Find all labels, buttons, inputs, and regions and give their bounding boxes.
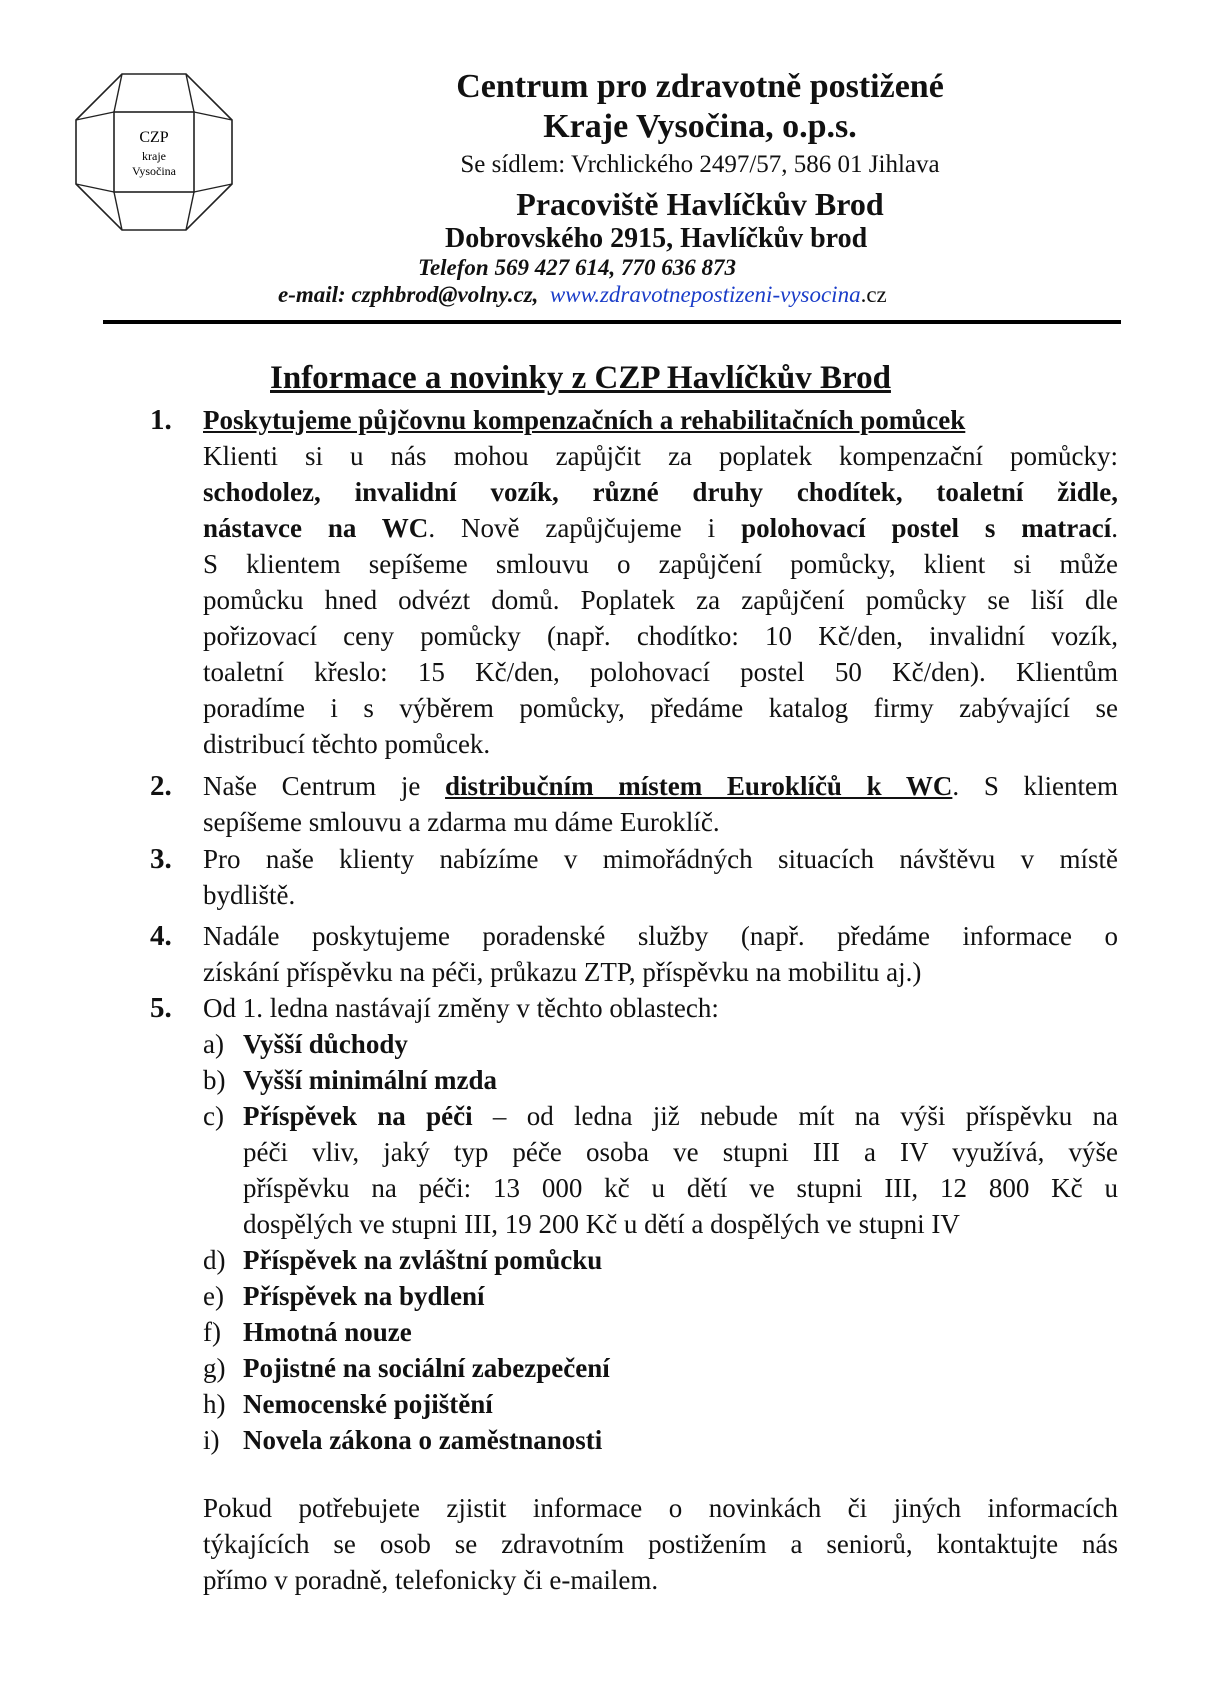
item-1-line: toaletní křeslo: 15 Kč/den, polohovací postel 50 Kč/den). Klientům	[203, 657, 1118, 687]
email-link[interactable]: e-mail: czphbrod@volny.cz,	[278, 282, 539, 307]
sub-item: Příspěvek na bydlení	[243, 1281, 485, 1311]
page-title: Informace a novinky z CZP Havlíčkův Brod	[270, 360, 891, 396]
org-seat: Se sídlem: Vrchlického 2497/57, 586 01 Jihlava	[460, 151, 940, 178]
item-4	[203, 918, 1118, 990]
sub-letter: g)	[203, 1353, 226, 1383]
item-2-line: sepíšeme smlouvu a zdarma mu dáme Euroklíč.	[203, 807, 720, 837]
item-number: 3.	[150, 843, 172, 875]
sub-letter: i)	[203, 1425, 220, 1455]
item-1-line: Klienti si u nás mohou zapůjčit za poplatek kompenzační pomůcky:	[203, 441, 1118, 471]
item-1-line: pořizovací ceny pomůcky (např. chodítko: 10 Kč/den, invalidní vozík,	[203, 621, 1118, 651]
sub-letter: c)	[203, 1101, 224, 1131]
item-3	[203, 841, 1118, 913]
sub-item: Vyšší důchody	[243, 1029, 408, 1059]
sub-letter: h)	[203, 1389, 226, 1419]
item-5-line: Od 1. ledna nastávají změny v těchto oblastech:	[203, 993, 719, 1023]
item-4-line: Nadále poskytujeme poradenské služby (např. předáme informace o	[203, 921, 1118, 951]
logo-line2: kraje	[142, 149, 166, 163]
sub-letter: d)	[203, 1245, 226, 1275]
closing-paragraph	[203, 1490, 1118, 1598]
sub-letter: f)	[203, 1317, 221, 1347]
closing-line: Pokud potřebujete zjistit informace o novinkách či jiných informacích	[203, 1493, 1118, 1523]
sub-item: Nemocenské pojištění	[243, 1389, 493, 1419]
item-1-line: nástavce na WC. Nově zapůjčujeme i polohovací postel s matrací.	[203, 513, 1118, 543]
office-name: Pracoviště Havlíčkův Brod	[516, 186, 884, 222]
item-number: 5.	[150, 992, 172, 1024]
sub-item: Pojistné na sociální zabezpečení	[243, 1353, 610, 1383]
sub-item: Vyšší minimální mzda	[243, 1065, 498, 1095]
item-1-line: S klientem sepíšeme smlouvu o zapůjčení pomůcky, klient si může	[203, 549, 1118, 579]
closing-line: přímo v poradně, telefonicky či e-mailem.	[203, 1565, 659, 1595]
sub-letter: b)	[203, 1065, 226, 1095]
eurokey-highlight: distribučním místem Euroklíčů k WC	[445, 771, 953, 801]
item-1-line: distribucí těchto pomůcek.	[203, 729, 491, 759]
org-name-line1: Centrum pro zdravotně postižené	[456, 68, 944, 105]
item-number: 2.	[150, 770, 172, 802]
item-5	[203, 990, 1118, 1026]
web-tld: .cz	[860, 282, 887, 307]
sub-item: Novela zákona o zaměstnanosti	[243, 1425, 603, 1455]
sub-letter: a)	[203, 1029, 224, 1059]
header-divider	[103, 320, 1121, 324]
contact-line	[278, 281, 887, 309]
item-2-line: Naše Centrum je distribučním místem Euroklíčů k WC. S klientem	[203, 771, 1119, 801]
item-3-line: bydliště.	[203, 880, 296, 910]
item-3-line: Pro naše klienty nabízíme v mimořádných situacích návštěvu v místě	[203, 844, 1118, 874]
item-1-line: pomůcku hned odvézt domů. Poplatek za zapůjčení pomůcky se liší dle	[203, 585, 1118, 615]
item-2	[203, 768, 1118, 840]
item-1-heading: Poskytujeme půjčovnu kompenzačních a rehabilitačních pomůcek	[203, 405, 966, 435]
sub-item: Příspěvek na zvláštní pomůcku	[243, 1245, 603, 1275]
item-4-line: získání příspěvku na péči, průkazu ZTP, příspěvku na mobilitu aj.)	[203, 957, 922, 987]
closing-line: týkajících se osob se zdravotním postižením a seniorů, kontaktujte nás	[203, 1529, 1118, 1559]
item-1	[203, 402, 1118, 762]
item-1-line: schodolez, invalidní vozík, různé druhy chodítek, toaletní židle,	[203, 477, 1118, 507]
logo-octagon-icon	[74, 72, 234, 232]
sub-letter: e)	[203, 1281, 224, 1311]
office-address: Dobrovského 2915, Havlíčkův brod	[445, 223, 868, 254]
sub-item: Příspěvek na péči – od ledna již nebude mít na výši příspěvku na péči vliv, jaký typ péče osoba ve stupni III a IV využívá, výše příspěvku na péči: 13 000 kč u dětí ve stupni III, 12 800 Kč u dospělých ve stupni III, 19 200 Kč u dětí a dospělých ve stupni IV	[243, 1101, 1118, 1239]
item-number: 4.	[150, 920, 172, 952]
logo-line1: CZP	[139, 129, 169, 146]
office-phone: Telefon 569 427 614, 770 636 873	[418, 255, 736, 280]
logo-line3: Vysočina	[132, 164, 176, 178]
item-1-line: poradíme i s výběrem pomůcky, předáme katalog firmy zabývající se	[203, 693, 1118, 723]
item-number: 1.	[150, 404, 172, 436]
sub-item: Hmotná nouze	[243, 1317, 412, 1347]
org-name-line2: Kraje Vysočina, o.p.s.	[543, 108, 857, 145]
czp-logo	[74, 72, 234, 232]
web-link[interactable]: www.zdravotnepostizeni-vysocina	[549, 282, 861, 307]
